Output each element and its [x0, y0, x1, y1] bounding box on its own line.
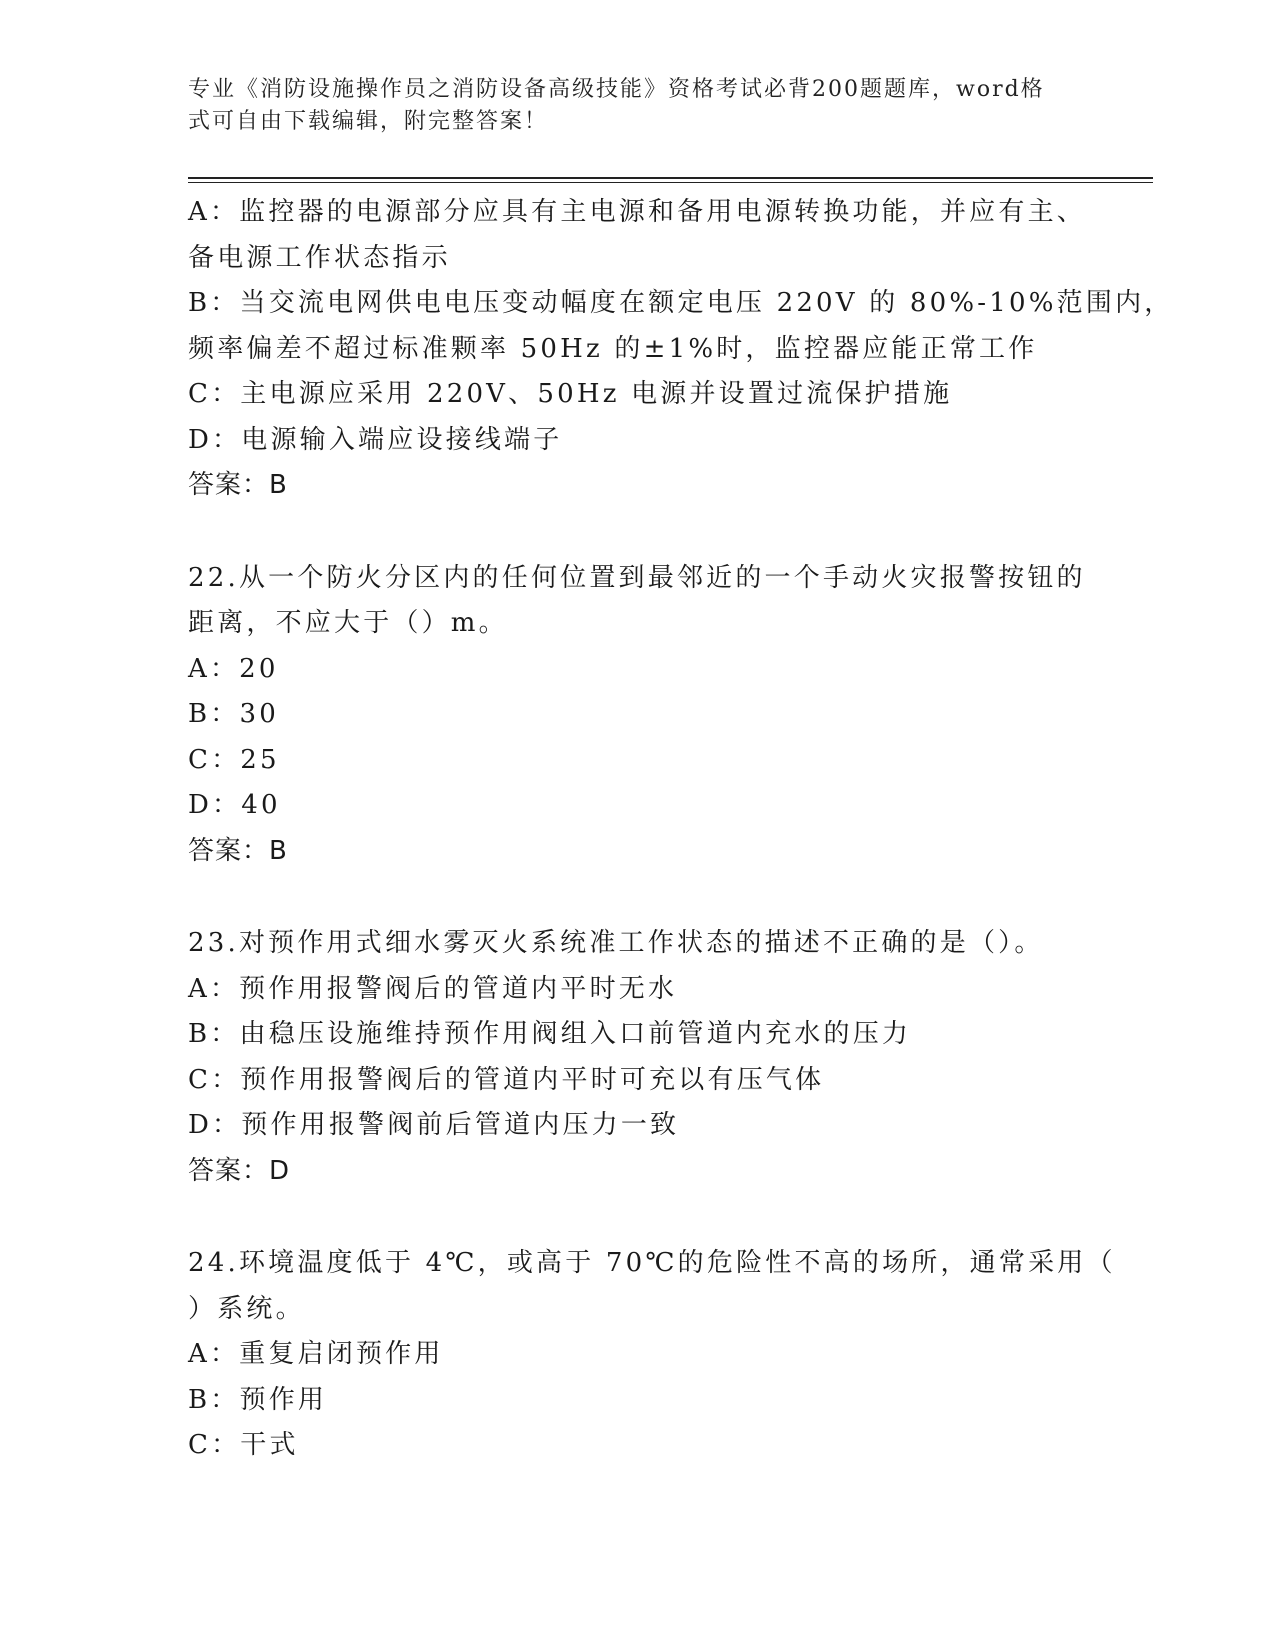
q24-stem-line-2: ）系统。: [188, 1293, 305, 1324]
q22-stem-line-1: 22.从一个防火分区内的任何位置到最邻近的一个手动火灾报警按钮的: [188, 562, 1086, 593]
q22-option-b: B：30: [188, 699, 279, 729]
q24-option-a: A：重复启闭预作用: [188, 1339, 444, 1369]
q21-option-b-line-1: B：当交流电网供电电压变动幅度在额定电压 220V 的 80%-10%范围内，: [188, 288, 1174, 318]
document-body: [188, 190, 1174, 1469]
q21-option-a-line-1: A：监控器的电源部分应具有主电源和备用电源转换功能，并应有主、: [188, 197, 1086, 227]
q24-option-c: C：干式: [188, 1430, 299, 1460]
q22-option-c: C：25: [188, 744, 280, 775]
header-line-2: 式可自由下载编辑，附完整答案！: [188, 109, 549, 134]
q22-option-d: D：40: [188, 790, 281, 820]
q22-answer: 答案：B: [188, 835, 288, 866]
q21-option-c: C：主电源应采用 220V、50Hz 电源并设置过流保护措施: [188, 379, 953, 409]
q23-option-a: A：预作用报警阀后的管道内平时无水: [188, 973, 678, 1004]
header-line-1: 专业《消防设施操作员之消防设备高级技能》资格考试必背200题题库，word格: [188, 77, 1045, 102]
spacer: [188, 874, 1088, 921]
q23-stem-line-1: 23.对预作用式细水雾灭火系统准工作状态的描述不正确的是（）。: [188, 928, 1044, 958]
question-23-block: [188, 921, 1088, 1194]
q24-option-b: B：预作用: [188, 1384, 328, 1415]
q21-option-b-line-2: 频率偏差不超过标准颗率 50Hz 的±1%时，监控器应能正常工作: [188, 333, 1038, 364]
q24-stem-line-1: 24.环境温度低于 4℃，或高于 70℃的危险性不高的场所，通常采用（: [188, 1248, 1116, 1278]
q23-option-d: D：预作用报警阀前后管道内压力一致: [188, 1110, 680, 1140]
header-divider-thick: [188, 177, 1153, 179]
q22-stem-line-2: 距离，不应大于（）m。: [188, 608, 508, 638]
q22-option-a: A：20: [188, 653, 279, 684]
question-24-block: [188, 1241, 1116, 1469]
document-header: [188, 74, 1068, 138]
q21-option-a-line-2: 备电源工作状态指示: [188, 242, 451, 273]
question-21-block: [188, 190, 1174, 509]
q23-answer: 答案：D: [188, 1155, 291, 1186]
spacer: [188, 1194, 1088, 1241]
spacer: [188, 509, 1088, 556]
q23-option-c: C：预作用报警阀后的管道内平时可充以有压气体: [188, 1064, 825, 1095]
question-22-block: [188, 556, 1088, 875]
q21-answer: 答案：B: [188, 470, 288, 500]
q21-option-d: D：电源输入端应设接线端子: [188, 424, 563, 455]
header-divider-thin: [188, 182, 1153, 183]
q23-option-b: B：由稳压设施维持预作用阀组入口前管道内充水的压力: [188, 1019, 912, 1049]
